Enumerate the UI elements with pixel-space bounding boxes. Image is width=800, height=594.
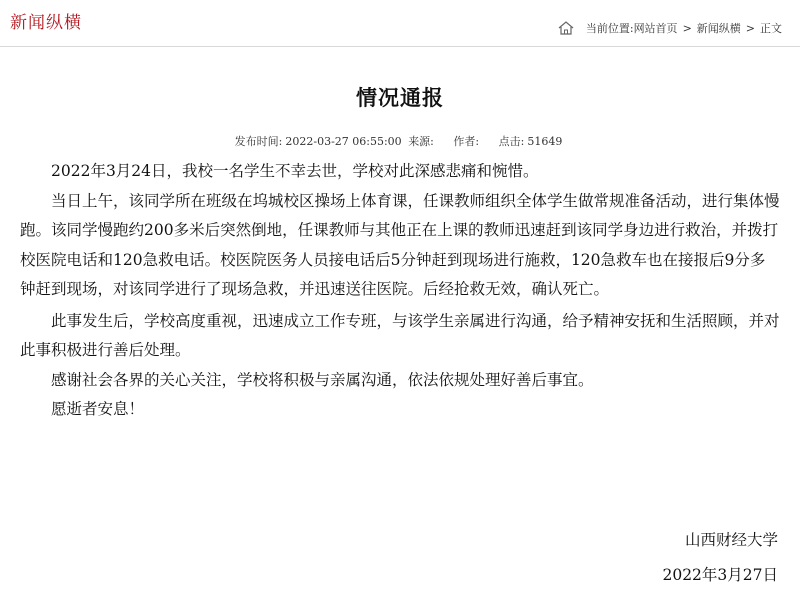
source-label: 来源: — [408, 135, 434, 148]
article-body — [20, 157, 780, 425]
views-label: 点击: — [498, 135, 525, 148]
published-value: 2022-03-27 06:55:00 — [285, 135, 402, 148]
article-paragraph: 当日上午，该同学所在班级在坞城校区操场上体育课，任课教师组织全体学生做常规准备活动，进行集体慢跑。该同学慢跑约200多米后突然倒地，任课教师与其他正在上课的教师迅速赶到该同学身边进行救治，并拨打校医院电话和120急救电话。校医院医务人员接电话后5分钟赶到现场进行施救，120急救车也在接报后9分多钟赶到现场，对该同学进行了现场急救，并迅速送往医院。后经抢救无效，确认死亡。 — [20, 191, 780, 298]
breadcrumb-current: 正文 — [760, 22, 782, 35]
article-paragraph: 愿逝者安息！ — [51, 400, 145, 418]
views-value: 51649 — [527, 135, 563, 148]
published-label: 发布时间: — [234, 135, 283, 148]
article-paragraph: 感谢社会各界的关心关注，学校将积极与亲属沟通，依法依规处理好善后事宜。 — [51, 370, 594, 389]
top-bar — [0, 0, 800, 47]
section-title: 新闻纵横 — [10, 13, 82, 33]
breadcrumb-prefix: 当前位置: — [585, 22, 634, 35]
breadcrumb-separator: > — [745, 21, 755, 35]
article-paragraph: 2022年3月24日，我校一名学生不幸去世，学校对此深感悲痛和惋惜。 — [51, 162, 539, 180]
article-paragraph: 此事发生后，学校高度重视，迅速成立工作专班，与该学生亲属进行沟通，给予精神安抚和生活照顾，并对此事积极进行善后处理。 — [20, 311, 780, 359]
breadcrumb-section-link[interactable]: 新闻纵横 — [696, 22, 741, 35]
signature: 山西财经大学 — [684, 531, 778, 549]
home-icon[interactable] — [558, 21, 574, 35]
issue-date: 2022年3月27日 — [662, 566, 778, 584]
breadcrumb-separator: > — [682, 21, 692, 35]
author-label: 作者: — [453, 135, 480, 148]
article-title: 情况通报 — [356, 85, 444, 110]
breadcrumb-home-link[interactable]: 网站首页 — [633, 22, 678, 35]
article-meta — [0, 133, 800, 149]
breadcrumb — [558, 20, 782, 36]
